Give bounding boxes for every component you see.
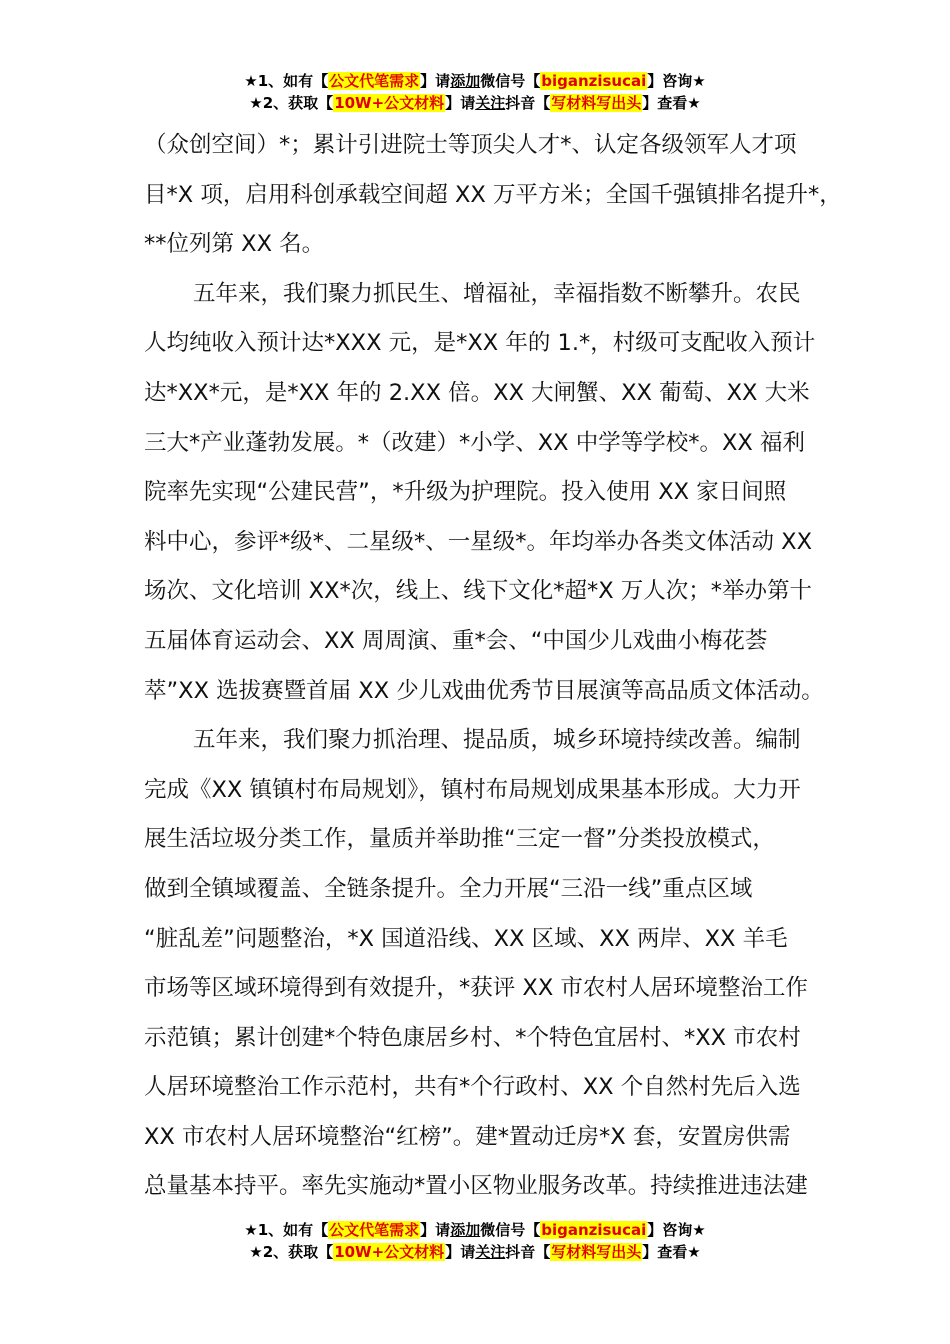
banner-highlight: 10W+公文材料 [334, 94, 445, 112]
banner-highlight: 10W+公文材料 [334, 1243, 445, 1261]
banner-text: 微信号【 [480, 72, 541, 90]
banner-highlight: 公文代笔需求 [329, 1221, 420, 1239]
banner-text: 】查看★ [642, 1243, 701, 1261]
banner-line-1 [0, 70, 950, 92]
banner-underlined: 添加 [450, 1221, 481, 1239]
text-line: 五年来，我们聚力抓治理、提品质，城乡环境持续改善。编制 [193, 727, 801, 754]
banner-text: 】咨询★ [647, 1221, 706, 1239]
text-line: （众创空间）*；累计引进院士等顶尖人才*、认定各级领军人才项 [144, 132, 797, 158]
banner-line-2 [0, 92, 950, 114]
paragraph [144, 270, 844, 716]
text-line: 料中心，参评*级*、二星级*、一星级*。年均举办各类文体活动 XX [144, 528, 812, 555]
text-line: 人均纯收入预计达*XXX 元，是*XX 年的 1.*，村级可支配收入预计 [144, 330, 816, 357]
text-line: 达*XX*元，是*XX 年的 2.XX 倍。XX 大闸蟹、XX 葡萄、XX 大米 [144, 379, 810, 406]
banner-highlight: biganzisucai [541, 72, 647, 90]
banner-text: 】请 [420, 1221, 451, 1239]
paragraph [144, 716, 844, 1212]
text-line: 院率先实现“公建民营”，*升级为护理院。投入使用 XX 家日间照 [144, 479, 787, 506]
text-line: 展生活垃圾分类工作，量质并举助推“三定一督”分类投放模式， [144, 826, 775, 853]
text-line: 示范镇；累计创建*个特色康居乡村、*个特色宜居村、*XX 市农村 [144, 1024, 801, 1051]
banner-text: ★2、获取【 [249, 1243, 334, 1261]
banner-text: ★2、获取【 [249, 94, 334, 112]
text-line: 人居环境整治工作示范村，共有*个行政村、XX 个自然村先后入选 [144, 1074, 801, 1101]
banner-underlined: 添加 [450, 72, 481, 90]
banner-text: 】咨询★ [647, 72, 706, 90]
text-line: 市场等区域环境得到有效提升，*获评 XX 市农村人居环境整治工作 [144, 975, 808, 1002]
banner-text: ★1、如有【 [244, 1221, 329, 1239]
paragraph [144, 121, 844, 270]
banner-highlight: 写材料写出头 [551, 94, 642, 112]
banner-highlight: 写材料写出头 [551, 1243, 642, 1261]
text-line: 总量基本持平。率先实施动*置小区物业服务改革。持续推进违法建 [144, 1173, 808, 1200]
text-line: 完成《XX 镇镇村布局规划》，镇村布局规划成果基本形成。大力开 [144, 776, 801, 803]
text-line: 萃”XX 选拔赛暨首届 XX 少儿戏曲优秀节目展演等高品质文体活动。 [144, 677, 824, 704]
document-body [144, 121, 844, 1212]
banner-text: ★1、如有【 [244, 72, 329, 90]
text-line: XX 市农村人居环境整治“红榜”。建*置动迁房*X 套，安置房供需 [144, 1123, 791, 1150]
banner-text: 】查看★ [642, 94, 701, 112]
banner-highlight: biganzisucai [541, 1221, 647, 1239]
text-line: 五届体育运动会、XX 周周演、重*会、“中国少儿戏曲小梅花荟 [144, 627, 768, 654]
banner-line-1 [0, 1219, 950, 1241]
footer-banner [0, 1219, 950, 1263]
text-line: 目*X 项，启用科创承载空间超 XX 万平方米；全国千强镇排名提升*， [144, 181, 842, 208]
text-line: “脏乱差”问题整治，*X 国道沿线、XX 区域、XX 两岸、XX 羊毛 [144, 925, 788, 952]
banner-text: 】请 [445, 1243, 476, 1261]
banner-text: 】请 [420, 72, 451, 90]
text-line: 场次、文化培训 XX*次，线上、线下文化*超*X 万人次；*举办第十 [144, 578, 813, 605]
banner-text: 抖音【 [505, 1243, 551, 1261]
banner-text: 】请 [445, 94, 476, 112]
text-line: **位列第 XX 名。 [144, 231, 325, 258]
header-banner [0, 70, 950, 114]
text-line: 三大*产业蓬勃发展。*（改建）*小学、XX 中学等学校*。XX 福利 [144, 429, 805, 456]
banner-underlined: 关注 [475, 94, 506, 112]
banner-highlight: 公文代笔需求 [329, 72, 420, 90]
banner-text: 抖音【 [505, 94, 551, 112]
banner-underlined: 关注 [475, 1243, 506, 1261]
banner-text: 微信号【 [480, 1221, 541, 1239]
text-line: 五年来，我们聚力抓民生、增福祉，幸福指数不断攀升。农民 [193, 280, 801, 307]
text-line: 做到全镇域覆盖、全链条提升。全力开展“三沿一线”重点区域 [144, 875, 753, 902]
banner-line-2 [0, 1241, 950, 1263]
